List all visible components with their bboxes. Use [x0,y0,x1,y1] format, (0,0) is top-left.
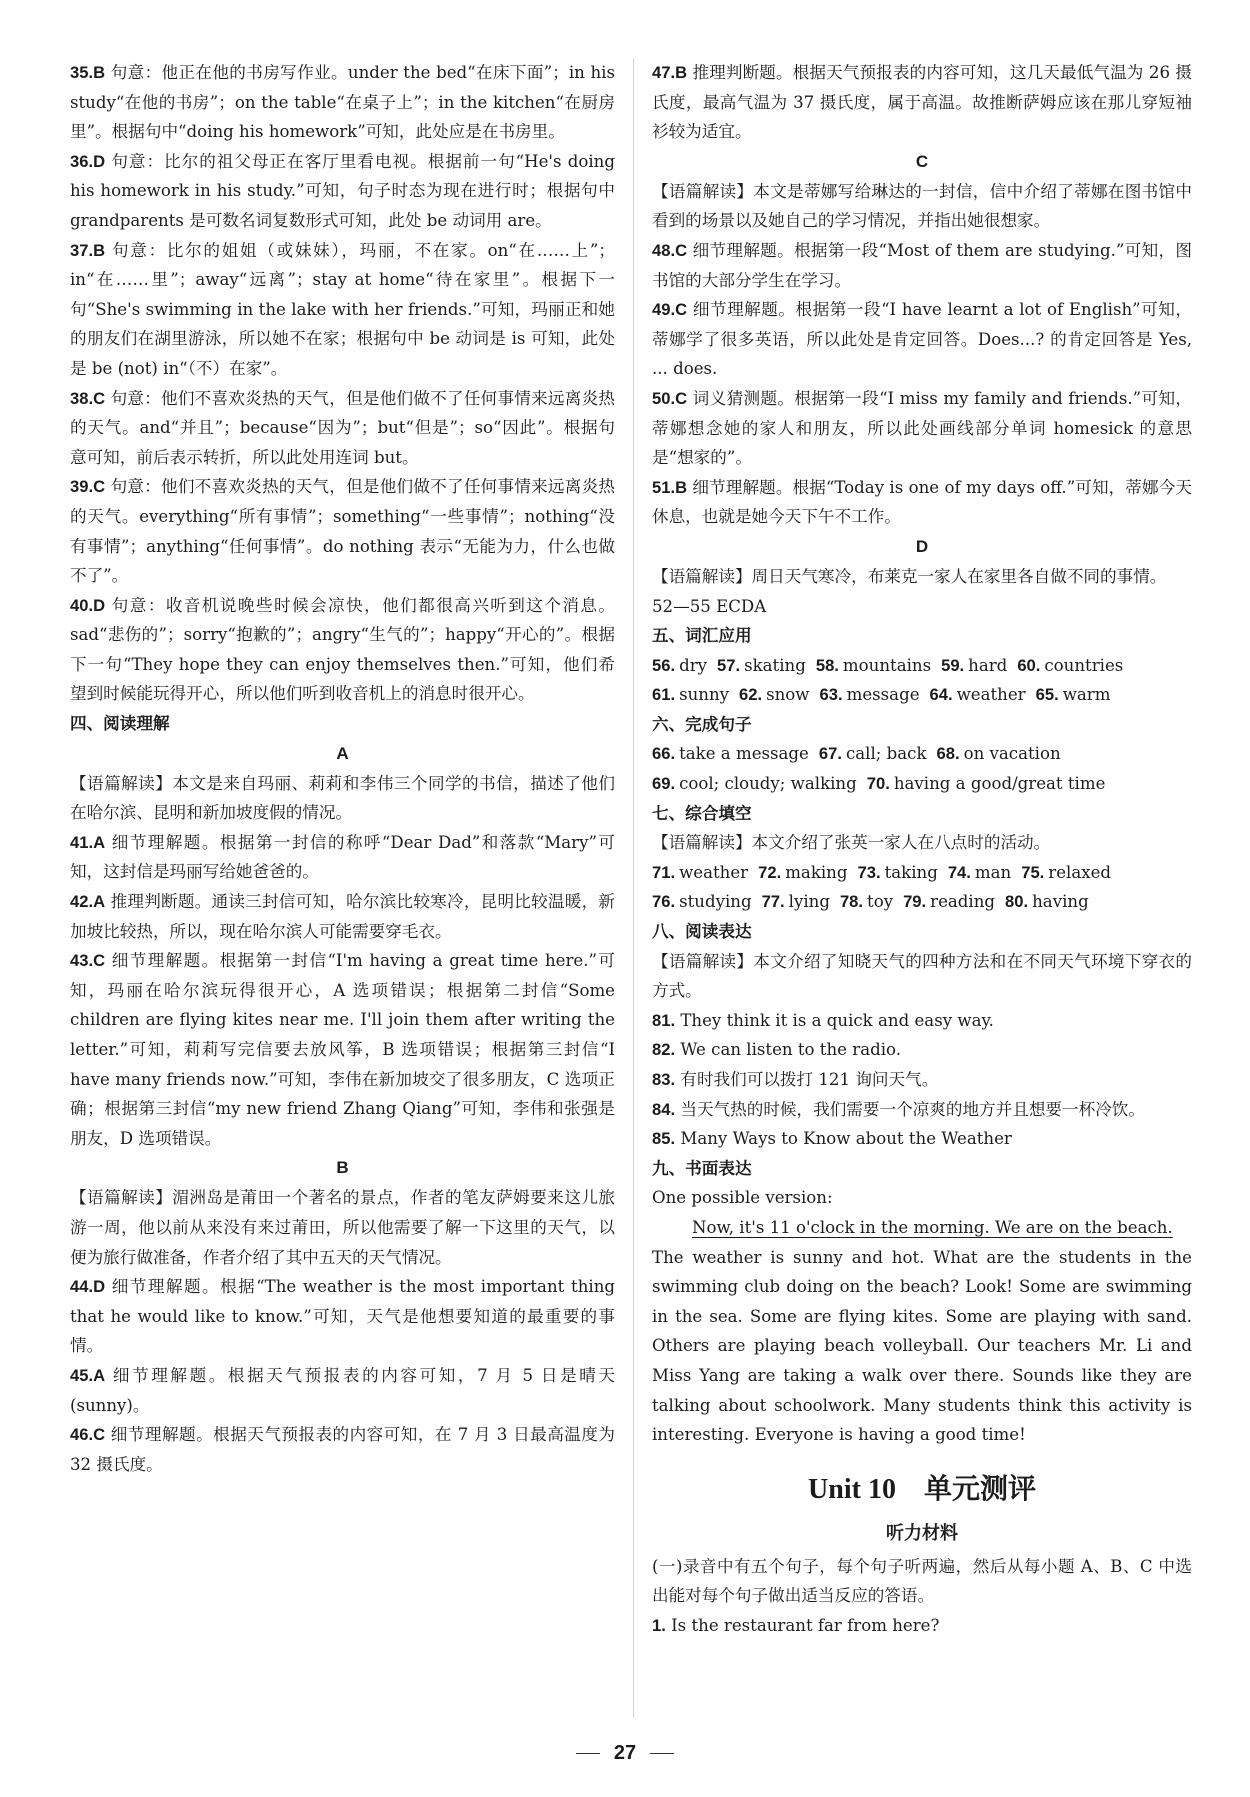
answer-35B [70,58,615,147]
answer-item [858,863,938,882]
item-text: 有时我们可以拨打 121 询问天气。 [675,1070,939,1089]
passage-letter-heading: C [915,151,929,171]
item-text: 细节理解题。根据“Today is one of my days off.”可知，蒂娜今天休息，也就是她今天下午不工作。 [652,477,1192,527]
answer-line [652,887,1192,917]
item-text: mountains [842,655,932,675]
answer-39C [70,472,615,590]
item-text: 【语篇解读】本文介绍了知晓天气的四种方法和在不同天气环境下穿衣的方式。 [652,951,1192,1001]
item-number: 39.C [70,477,106,497]
item-text: reading [930,892,996,912]
answer-item [948,863,1011,882]
item-text: 推理判断题。通读三封信可知，哈尔滨比较寒冷，昆明比较温暖，新加坡比较热，所以，现在哈尔滨人可能需要穿毛衣。 [70,892,615,941]
item-text: message [846,685,920,705]
item-text: 句意：他们不喜欢炎热的天气，但是他们做不了任何事情来远离炎热的天气。everything“所有事情”；something“一些事情”；nothing“没有事情”；anything“任何事情”。do nothing 表示“无能为力，什么也做不了”。 [70,477,615,586]
item-number: 81. [652,1010,676,1030]
item-text: studying [679,892,752,912]
item-text: take a message [679,744,809,764]
paragraph [70,1183,615,1272]
answer-41A [70,828,615,887]
underlined-opening-sentence: Now, it's 11 o'clock in the morning. We are on the beach. [692,1217,1173,1237]
answer-38C [70,384,615,473]
left-column [70,58,615,1479]
item-text: having a good/great time [893,774,1106,794]
item-text: 【语篇解读】湄洲岛是莆田一个著名的景点，作者的笔友萨姆要来这儿旅游一周，他以前从来没有来过莆田，所以他需要了解一下这里的天气，以便为旅行做准备，作者介绍了其中五天的天气情况。 [70,1188,615,1267]
item-number: 82. [652,1040,676,1060]
answer-45A [70,1361,615,1420]
item-number: 73. [857,862,881,882]
passage-letter-heading: A [336,743,349,763]
column-divider [633,58,634,1718]
answer-50C [652,384,1192,473]
item-number: 44.D [70,1277,106,1297]
item-text: 句意：他正在他的书房写作业。under the bed“在床下面”；in his study“在他的书房”；on the table“在桌子上”；in the kitchen“在厨房里”。根据句中“doing his homework”可知，此处应是在书房里。 [70,63,615,142]
answer-82 [652,1035,1192,1065]
paragraph [652,828,1192,858]
item-number: 74. [947,862,971,882]
answer-item [819,744,927,763]
answer-item [652,863,748,882]
item-text: having [1032,892,1089,912]
item-number: 48.C [652,240,688,260]
item-number: 1. [652,1615,666,1635]
unit-title: Unit 10 单元测评 [808,1473,1036,1505]
item-number: 75. [1021,862,1045,882]
item-text: 句意：比尔的祖父母正在客厅里看电视。根据前一句“He's doing his homework in his study.”可知，句子时态为现在进行时；根据句中 grandparents 是可数名词复数形式可知，此处 be 动词用 are。 [70,151,615,230]
item-text: lying [788,892,830,912]
answer-line [652,858,1192,888]
item-text: skating [744,655,806,675]
item-number: 78. [839,892,864,912]
answer-83 [652,1065,1192,1095]
item-text: 句意：收音机说晚些时候会凉快，他们都很高兴听到这个消息。sad“悲伤的”；sorry“抱歉的”；angry“生气的”；happy“开心的”。根据下一句“They hope they can enjoy themselves then.”可知，他们希望到时候能玩得开心，所以他们听到收音机上的消息时很开心。 [70,595,615,704]
item-text: sunny [679,685,730,705]
item-number: 68. [936,744,960,764]
paragraph [652,1243,1192,1450]
item-number: 59. [941,655,965,675]
answer-81 [652,1006,1192,1036]
item-text: Many Ways to Know about the Weather [675,1129,1012,1149]
answer-line [652,651,1192,681]
item-number: 83. [652,1070,676,1089]
item-text: 【语篇解读】本文是来自玛丽、莉莉和李伟三个同学的书信，描述了他们在哈尔滨、昆明和新加坡度假的情况。 [70,773,615,823]
item-number: 35.B [70,63,106,82]
answer-item [930,685,1026,704]
answer-42A [70,887,615,946]
answer-item [758,863,847,882]
item-number: 61. [652,685,676,705]
answer-47B [652,58,1192,147]
item-text: 细节理解题。根据“The weather is the most important thing that he would like to know.”可知，天气是他想要知道的最重要的事情。 [70,1277,615,1356]
item-text: cool; cloudy; walking [679,774,857,794]
item-number: 85. [652,1129,676,1149]
answer-85 [652,1124,1192,1154]
item-text: Is the restaurant far from here? [665,1615,940,1635]
item-number: 69. [652,774,676,794]
answer-item [717,656,806,675]
paragraph [652,562,1192,592]
item-text: 句意：他们不喜欢炎热的天气，但是他们做不了任何事情来远离炎热的天气。and“并且”；because“因为”；but“但是”；so“因此”。根据句意可知，前后表示转折，所以此处用连词 but。 [70,388,615,467]
item-text: 【语篇解读】周日天气寒冷，布莱克一家人在家里各自做不同的事情。 [652,566,1167,586]
answer-item [937,744,1061,763]
passage-letter-heading: B [336,1158,349,1178]
section-heading: 九、书面表达 [652,1158,752,1178]
item-text: 52—55 ECDA [652,596,767,616]
item-text: on vacation [963,744,1061,764]
answer-item [1005,892,1089,911]
writing-first-line [652,1213,1192,1243]
answer-item [816,656,931,675]
item-text: snow [766,685,810,705]
item-number: 43.C [70,951,106,971]
item-number: 65. [1035,685,1059,705]
item-number: 42.A [70,892,106,912]
item-number: 49.C [652,300,688,320]
answer-item [652,774,857,793]
section-heading: 七、综合填空 [652,803,752,823]
answer-36D [70,147,615,236]
item-number: 41.A [70,832,106,852]
answer-48C [652,236,1192,295]
item-text: toy [867,892,894,912]
page-number-text: 27 [613,1742,637,1764]
item-text: 【语篇解读】本文介绍了张英一家人在八点时的活动。 [652,833,1051,853]
item-text: warm [1062,685,1111,705]
item-number: 77. [761,892,785,912]
answer-item [1021,863,1111,882]
item-text: 词义猜测题。根据第一段“I miss my family and friends.”可知，蒂娜想念她的家人和朋友，所以此处画线部分单词 homesick 的意思是“想家的”。 [652,388,1192,468]
item-text: 细节理解题。根据第一封信的称呼“Dear Dad”和落款“Mary”可知，这封信是玛丽写给她爸爸的。 [70,832,615,882]
item-text: dry [679,655,708,675]
item-number: 71. [652,862,676,882]
answer-line [652,769,1192,799]
section-heading: 六、完成句子 [652,714,752,734]
item-text: 【语篇解读】本文是蒂娜写给琳达的一封信，信中介绍了蒂娜在图书馆中看到的场景以及她自己的学习情况，并指出她很想家。 [652,181,1192,231]
item-number: 57. [717,655,741,675]
page-number-right-dash [650,1753,674,1754]
item-text: 细节理解题。根据第一封信“I'm having a great time here.”可知，玛丽在哈尔滨玩得很开心，A 选项错误；根据第二封信“Some children are flying kites near me. I'll join them after writing the letter.”可知，莉莉写完信要去放风筝，B 选项错误；根据第三封信“I have many friends now.”可知，李伟在新加坡交了很多朋友，C 选项正确；根据第三封信“my new friend Zhang Qiang”可知，李伟和张强是朋友，D 选项错误。 [70,951,615,1148]
answer-item [652,744,809,763]
answer-item [762,892,830,911]
paragraph [70,769,615,828]
item-text: countries [1044,655,1124,675]
item-text: 细节理解题。根据天气预报表的内容可知，7 月 5 日是晴天(sunny)。 [70,1365,615,1415]
right-column [652,58,1192,1641]
item-number: 36.D [70,151,106,171]
paragraph [652,1552,1192,1611]
answer-line [652,739,1192,769]
item-number: 79. [903,892,927,912]
item-number: 38.C [70,388,106,408]
item-text: 推理判断题。根据天气预报表的内容可知，这几天最低气温为 26 摄氏度，最高气温为 37 摄氏度，属于高温。故推断萨姆应该在那儿穿短袖衫较为适宜。 [652,63,1192,142]
item-text: call; back [845,744,927,764]
page-number-left-dash [576,1753,600,1754]
paragraph [652,1183,1192,1213]
answer-item [652,656,707,675]
answer-item [1017,656,1123,675]
item-number: 50.C [652,388,688,408]
paragraph [652,592,1192,622]
answer-item [652,685,729,704]
paragraph [652,947,1192,1006]
answer-item [652,892,752,911]
item-number: 40.D [70,595,106,615]
answer-84 [652,1095,1192,1125]
answer-40D [70,591,615,709]
item-text: 细节理解题。根据第一段“Most of them are studying.”可知，图书馆的大部分学生在学习。 [652,240,1192,290]
item-text: The weather is sunny and hot. What are the students in the swimming club doing on the beach? Look! Some are swimming in the sea. Some are flying kites. Some are playing with sand. Others are playing beach volleyball. Our teachers Mr. Li and Miss Yang are taking a walk over there. Sounds like they are talking about schoolwork. Many students think this activity is interesting. Everyone is having a good time! [652,1247,1192,1445]
item-number: 84. [652,1099,676,1119]
item-text: making [785,862,848,882]
item-text: man [974,862,1012,882]
answer-line [652,680,1192,710]
answer-item [903,892,995,911]
answer-51B [652,473,1192,532]
item-text: 细节理解题。根据天气预报表的内容可知，在 7 月 3 日最高温度为 32 摄氏度。 [70,1425,615,1474]
item-text: taking [884,862,938,882]
item-number: 66. [652,744,676,764]
item-number: 76. [652,892,676,912]
item-number: 45.A [70,1365,106,1385]
answer-44D [70,1272,615,1361]
answer-item [820,685,920,704]
answer-49C [652,295,1192,384]
answer-item [1036,685,1111,704]
listening-material-heading: 听力材料 [886,1522,958,1543]
answer-item [867,774,1106,793]
item-number: 58. [815,655,839,675]
item-text: (一)录音中有五个句子，每个句子听两遍，然后从每小题 A、B、C 中选出能对每个句子做出适当反应的答语。 [652,1556,1192,1606]
item-number: 62. [739,685,763,705]
item-number: 72. [758,862,782,882]
paragraph [652,177,1192,236]
item-number: 47.B [652,63,688,82]
answer-43C [70,946,615,1153]
passage-letter-heading: D [915,536,929,556]
answer-46C [70,1420,615,1479]
item-number: 37.B [70,240,106,260]
section-heading: 四、阅读理解 [70,714,170,734]
answer-37B [70,236,615,384]
item-number: 64. [929,685,953,705]
answer-item [840,892,893,911]
page-number [0,1742,1250,1765]
item-number: 56. [652,655,676,675]
answer-item [739,685,809,704]
item-number: 51.B [652,477,688,497]
item-text: They think it is a quick and easy way. [675,1010,994,1030]
section-heading: 五、词汇应用 [652,626,752,646]
item-text: weather [679,862,749,882]
item-number: 67. [818,744,842,764]
item-text: hard [968,655,1008,675]
item-text: 当天气热的时候，我们需要一个凉爽的地方并且想要一杯冷饮。 [675,1099,1145,1119]
answer-1 [652,1611,1192,1641]
item-number: 80. [1005,892,1029,912]
item-text: One possible version: [652,1188,833,1208]
answer-item [941,656,1007,675]
item-text: 细节理解题。根据第一段“I have learnt a lot of English”可知，蒂娜学了很多英语，所以此处是肯定回答。Does...? 的肯定回答是 Yes, ... does. [652,300,1192,379]
item-number: 46.C [70,1425,106,1445]
item-text: We can listen to the radio. [675,1040,901,1060]
item-text: weather [956,685,1026,705]
section-heading: 八、阅读表达 [652,922,752,942]
item-number: 70. [866,774,890,794]
item-number: 63. [819,685,843,705]
item-number: 60. [1017,655,1041,675]
item-text: 句意：比尔的姐姐（或妹妹），玛丽，不在家。on“在……上”；in“在……里”；away“远离”；stay at home“待在家里”。根据下一句“She's swimming in the lake with her friends.”可知，玛丽正和她的朋友们在湖里游泳，所以她不在家；根据句中 be 动词是 is 可知，此处是 be (not) in“（不）在家”。 [70,240,615,378]
item-text: relaxed [1048,862,1112,882]
